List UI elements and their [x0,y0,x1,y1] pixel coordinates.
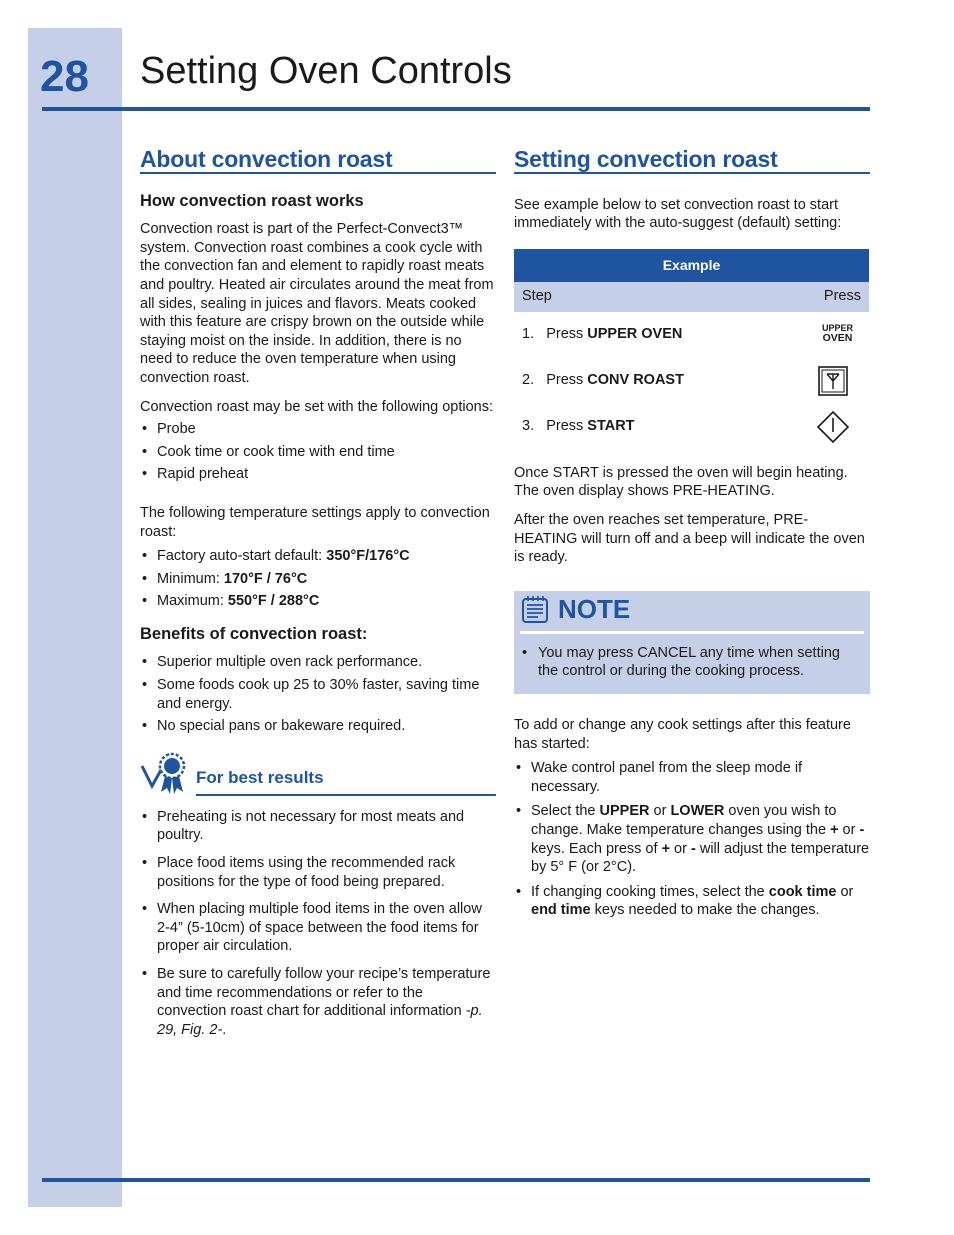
list-item: • Rapid preheat [140,465,496,484]
conv-roast-key-icon [817,365,849,397]
note-item: • You may press CANCEL any time when setting the control or during the cooking process. [520,644,864,681]
section-heading-setting: Setting convection roast [514,150,870,174]
temp-intro: The following temperature settings apply to convection roast: [140,504,490,540]
list-item: • Wake control panel from the sleep mode if necessary. [514,759,870,796]
list-item: • Select the UPPER or LOWER oven you wish to change. Make temperature changes using the + or - keys. Each press of + or - will adjust the temperature by 5° F (or 2°C). [514,802,870,876]
example-table [514,249,869,450]
benefits-heading: Benefits of convection roast: [140,624,368,643]
list-item: • Minimum: 170°F / 76°C [140,570,496,589]
list-item: • No special pans or bakeware required. [140,717,496,736]
after-start-text: Once START is pressed the oven will begin heating. The oven display shows PRE-HEATING. [514,464,848,500]
left-column [140,146,496,1049]
table-row: 2. Press CONV ROAST [514,358,869,404]
col-press-header: Press [778,282,869,312]
list-item: • Preheating is not necessary for most meats and poultry. [140,808,496,845]
table-row: 3. Press START [514,404,869,450]
list-item: • Cook time or cook time with end time [140,443,496,462]
note-title: NOTE [558,594,631,625]
options-intro: Convection roast may be set with the following options: [140,398,494,415]
list-item: • Some foods cook up 25 to 30% faster, saving time and energy. [140,676,496,713]
change-intro: To add or change any cook settings after this feature has started: [514,716,851,752]
best-results-list [140,808,496,1040]
note-pad-icon [520,595,550,625]
best-results-header [140,748,496,796]
temp-list [140,547,496,611]
bottom-rule [42,1178,870,1182]
top-rule [42,107,870,111]
start-key-icon [816,410,850,444]
list-item: • If changing cooking times, select the cook time or end time keys needed to make the changes. [514,883,870,920]
how-heading: How convection roast works [140,191,364,210]
right-column [514,146,870,930]
page-number: 28 [40,52,89,101]
section-heading-about: About convection roast [140,150,496,174]
best-results-title: For best results [196,769,496,796]
change-list [514,759,870,920]
list-item: • Superior multiple oven rack performance. [140,653,496,672]
note-box [514,591,870,694]
upper-oven-key-icon: UPPER OVEN [821,322,853,344]
benefits-list [140,653,496,735]
sidebar-band [28,28,122,1207]
list-item: • Place food items using the recommended rack positions for the type of food being prepared. [140,854,496,891]
after-temp-text: After the oven reaches set temperature, PRE-HEATING will turn off and a beep will indicate the oven is ready. [514,511,865,566]
col-step-header: Step [514,282,778,312]
award-ribbon-icon [140,748,190,796]
intro-paragraph: Convection roast is part of the Perfect-Convect3™ system. Convection roast combines a cook cycle with the convection fan and element to rapidly roast meats and poultry. Heated air circulates around the meat from all sides, sealing in juices and flavors. Meats cooked with this feature are crispy brown on the outside while staying moist on the inside. In addition, there is no need to reduce the oven temperature when using convection roast. [140,221,494,386]
list-item: • Factory auto-start default: 350°F/176°C [140,547,496,566]
right-intro: See example below to set convection roast to start immediately with the auto-suggest (default) setting: [514,196,842,232]
page-title: Setting Oven Controls [140,50,512,92]
list-item: • Probe [140,420,496,439]
options-list [140,420,496,484]
page-reference: -p. 29, Fig. 2- [157,1003,483,1038]
list-item: • Be sure to carefully follow your recipe’s temperature and time recommendations or refer to the convection roast chart for additional information -p. 29, Fig. 2-. [140,965,496,1039]
table-row: 1. Press UPPER OVEN UPPER OVEN [522,322,853,344]
list-item: • Maximum: 550°F / 288°C [140,592,496,611]
example-table-title: Example [514,249,869,282]
list-item: • When placing multiple food items in the oven allow 2-4” (5-10cm) of space between the food items for proper air circulation. [140,900,496,956]
